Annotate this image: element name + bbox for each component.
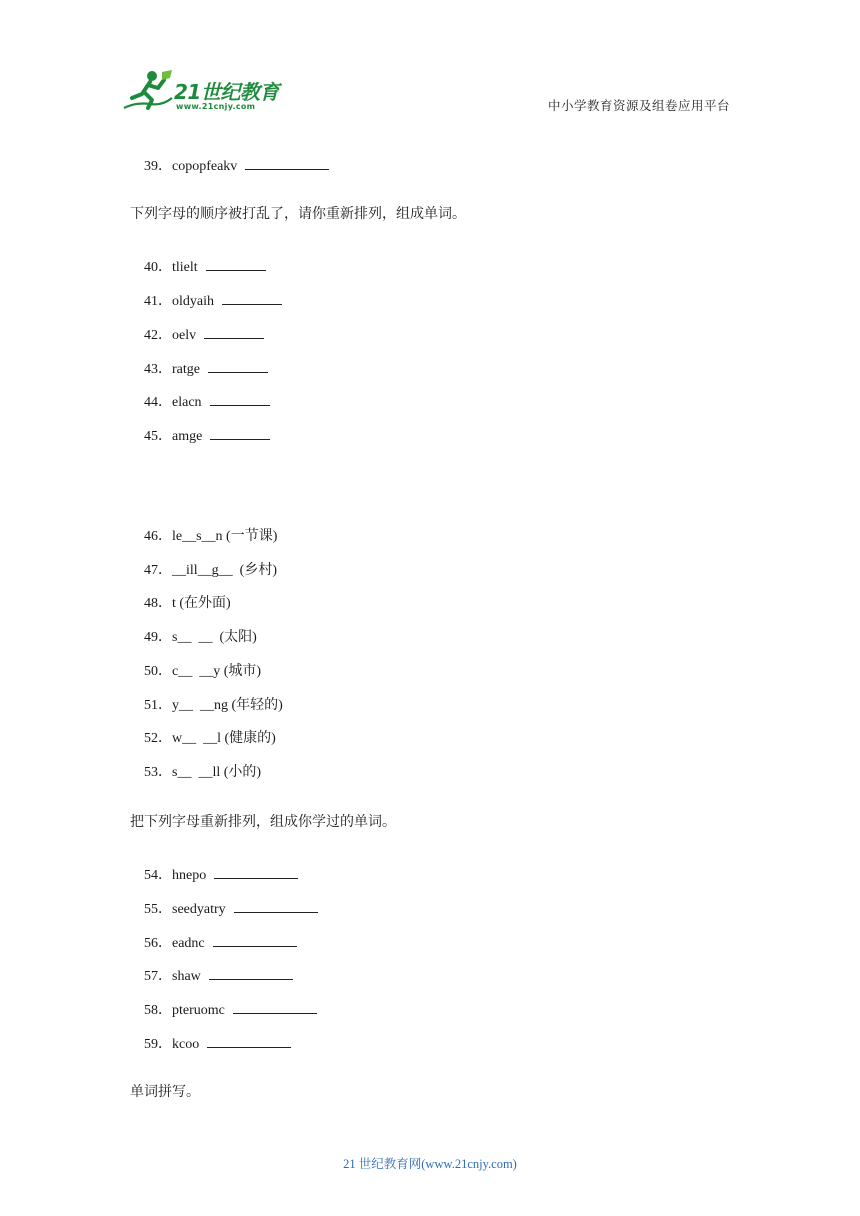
question-number: 54．: [144, 868, 172, 883]
question-number: 55．: [144, 902, 172, 917]
question-text: amge: [172, 429, 203, 444]
question-text: kcoo: [172, 1037, 200, 1052]
question-text: le__s__n (一节课): [172, 529, 278, 544]
logo-url: www.21cnjy.com: [176, 102, 256, 111]
question-number: 53．: [144, 765, 172, 780]
answer-blank[interactable]: [213, 934, 297, 947]
answer-blank[interactable]: [204, 326, 264, 339]
question-text: pteruomc: [172, 1003, 225, 1018]
instruction-unscramble: 下列字母的顺序被打乱了，请你重新排列，组成单词。: [130, 207, 466, 222]
question-number: 58．: [144, 1003, 172, 1018]
question-number: 50．: [144, 664, 172, 679]
question-text: s__ __ (太阳): [172, 630, 257, 645]
question-number: 41．: [144, 294, 172, 309]
question-number: 49．: [144, 630, 172, 645]
question-45: [130, 409, 270, 464]
answer-blank[interactable]: [207, 1035, 291, 1048]
question-number: 39．: [144, 159, 172, 174]
question-text: t (在外面): [172, 596, 231, 611]
instruction-rearrange: 把下列字母重新排列，组成你学过的单词。: [130, 815, 396, 830]
question-text: oldyaih: [172, 294, 214, 309]
question-number: 40．: [144, 260, 172, 275]
question-number: 51．: [144, 698, 172, 713]
question-number: 44．: [144, 395, 172, 410]
page-footer: 21 世纪教育网(www.21cnjy.com): [343, 1157, 517, 1171]
answer-blank[interactable]: [234, 900, 318, 913]
runner-icon: [122, 68, 174, 114]
question-text: elacn: [172, 395, 202, 410]
logo-text: 21世纪教育: [174, 80, 279, 104]
question-39: [130, 139, 329, 194]
question-text: __ill__g__ (乡村): [172, 563, 277, 578]
question-text: tlielt: [172, 260, 198, 275]
answer-blank[interactable]: [214, 866, 298, 879]
question-text: c__ __y (城市): [172, 664, 262, 679]
question-number: 42．: [144, 328, 172, 343]
header-platform-title: 中小学教育资源及组卷应用平台: [547, 99, 730, 113]
question-59: [130, 1017, 291, 1072]
question-number: 43．: [144, 362, 172, 377]
answer-blank[interactable]: [222, 292, 282, 305]
answer-blank[interactable]: [245, 157, 329, 170]
question-text: eadnc: [172, 936, 205, 951]
question-53: [130, 746, 261, 800]
question-text: shaw: [172, 969, 201, 984]
question-number: 56．: [144, 936, 172, 951]
answer-blank[interactable]: [210, 393, 270, 406]
site-logo: [122, 68, 292, 116]
answer-blank[interactable]: [233, 1001, 317, 1014]
page-header: [0, 0, 860, 125]
question-text: y__ __ng (年轻的): [172, 698, 283, 713]
question-number: 57．: [144, 969, 172, 984]
question-text: ratge: [172, 362, 200, 377]
question-number: 46．: [144, 529, 172, 544]
answer-blank[interactable]: [208, 360, 268, 373]
question-number: 48．: [144, 596, 172, 611]
question-text: s__ __ll (小的): [172, 765, 262, 780]
question-number: 47．: [144, 563, 172, 578]
answer-blank[interactable]: [210, 427, 270, 440]
question-number: 45．: [144, 429, 172, 444]
answer-blank[interactable]: [206, 258, 266, 271]
question-text: copopfeakv: [172, 159, 238, 174]
question-number: 52．: [144, 731, 172, 746]
question-text: oelv: [172, 328, 197, 343]
question-text: seedyatry: [172, 902, 226, 917]
question-text: hnepo: [172, 868, 207, 883]
answer-blank[interactable]: [209, 967, 293, 980]
instruction-spelling: 单词拼写。: [130, 1085, 200, 1100]
question-number: 59．: [144, 1037, 172, 1052]
question-text: w__ __l (健康的): [172, 731, 276, 746]
